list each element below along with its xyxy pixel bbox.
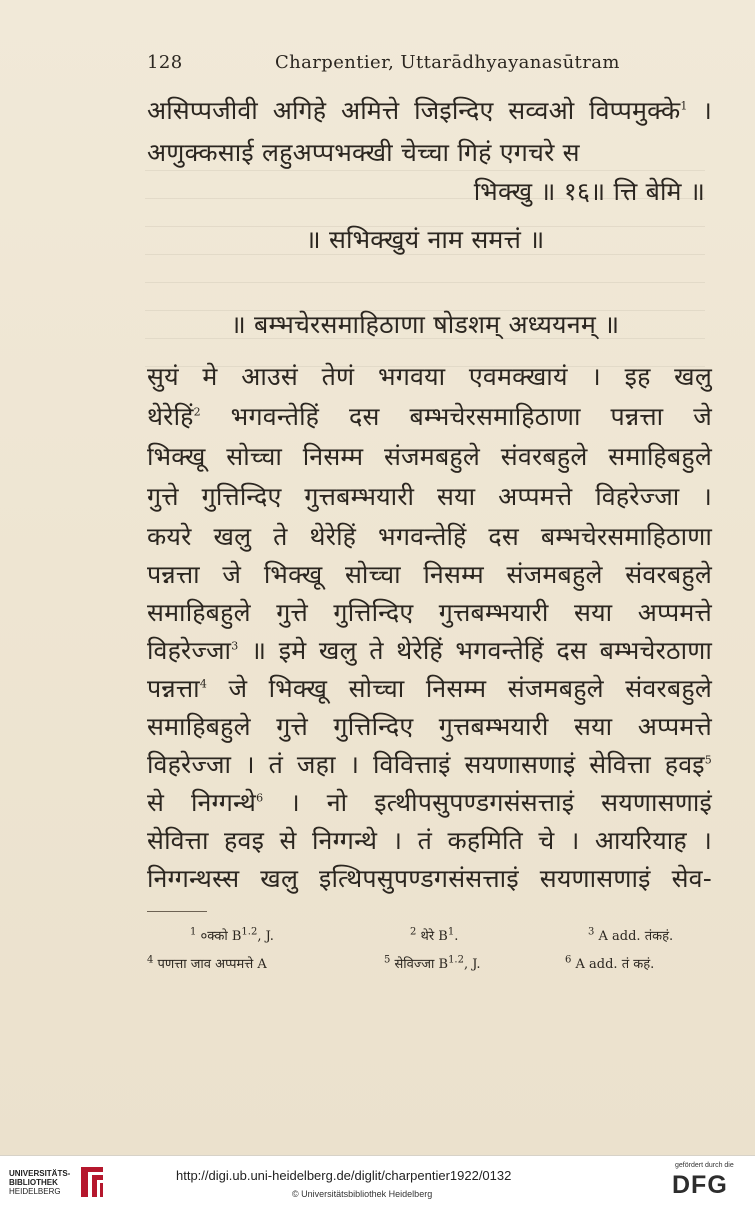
body-line: समाहिबहुले गुत्ते गुत्तिन्दिए गुत्तबम्भयारी सया अप्पमत्ते <box>147 712 712 741</box>
verse-line-2: अणुक्कसाई लहुअप्पभक्खी चेच्चा गिहं एगचरे स <box>147 138 580 167</box>
page-number: 128 <box>147 52 183 73</box>
verse-line-1: असिप्पजीवी अगिहे अमित्ते जिइन्दिए सव्वओ विप्पमुक्के$^1$ । <box>147 96 712 125</box>
footnote-ref: 6 <box>256 791 264 805</box>
footnote-4: $^4$ पणत्ता जाव अप्पमत्ते A <box>147 954 267 972</box>
body-line: सुयं मे आउसं तेणं भगवया एवमक्खायं । इह खलु <box>147 362 712 391</box>
page-header <box>147 52 707 76</box>
body-line: निग्गन्थस्स खलु इत्थिपसुपण्डगसंसत्ताइं सयणासणाइं सेव- <box>147 864 712 893</box>
body-line: थेरेहिं$^2$ भगवन्तेहिं दस बम्भचेरसमाहिठाणा पन्नत्ता जे <box>147 402 712 431</box>
body-line: विहरेज्जा । तं जहा । विवित्ताइं सयणासणाइं सेवित्ता हवइ$^5$ <box>147 750 712 779</box>
footnote-ref: 4 <box>199 677 208 691</box>
body-line: कयरे खलु ते थेरेहिं भगवन्तेहिं दस बम्भचेरसमाहिठाणा <box>147 522 712 551</box>
chapter-title: ॥ बम्भचेरसमाहिठाणा षोडशम् अध्ययनम् ॥ <box>230 310 620 339</box>
library-logo-text: UNIVERSITÄTS- BIBLIOTHEK HEIDELBERG <box>9 1169 71 1196</box>
footnote-5: $^5$ सेविज्जा $B^{1.2}$, J. <box>384 954 481 972</box>
running-title: Charpentier, Uttarādhyayanasūtram <box>275 52 620 73</box>
body-line: पन्नत्ता जे भिक्खू सोच्चा निसम्म संजमबहुले संवरबहुले <box>147 560 712 589</box>
footnote-ref: 1 <box>680 99 688 113</box>
body-line: समाहिबहुले गुत्ते गुत्तिन्दिए गुत्तबम्भयारी सया अप्पमत्ते <box>147 598 712 627</box>
body-line: सेवित्ता हवइ से निग्गन्थे । तं कहमिति चे । आयरियाह । <box>147 826 712 855</box>
body-line: से निग्गन्थे$^6$ । नो इत्थीपसुपण्डगसंसत्ताइं सयणासणाइं <box>147 788 712 817</box>
funding-label: gefördert durch die <box>675 1162 734 1169</box>
footnote-1: $^1$ ०क्को $B^{1.2}$, J. <box>190 926 274 944</box>
footnote-3: $^3$ A add. तंकहं. <box>588 926 674 944</box>
dfg-logo: DFG <box>672 1171 728 1199</box>
body-line: भिक्खू सोच्चा निसम्म संजमबहुले संवरबहुले समाहिबहुले <box>147 442 712 471</box>
permalink-url[interactable]: http://digi.ub.uni-heidelberg.de/diglit/charpentier1922/0132 <box>176 1168 512 1183</box>
footnote-6: $^6$ A add. तं कहं. <box>565 954 655 972</box>
footnote-2: $^2$ थेरे $B^1$. <box>410 926 459 944</box>
copyright-notice: © Universitätsbibliothek Heidelberg <box>292 1189 433 1199</box>
footnote-ref: 3 <box>231 639 239 653</box>
body-line: गुत्ते गुत्तिन्दिए गुत्तबम्भयारी सया अप्पमत्ते विहरेज्जा । <box>147 482 712 511</box>
body-line: विहरेज्जा$^3$ ॥ इमे खलु ते थेरेहिं भगवन्तेहिं दस बम्भचेरठाणा <box>147 636 712 665</box>
footnote-ref: 2 <box>193 405 201 419</box>
footnote-rule <box>147 911 207 912</box>
section-end-title: ॥ सभिक्खुयं नाम समत्तं ॥ <box>305 225 545 254</box>
digitization-footer <box>0 1155 755 1210</box>
body-line: पन्नत्ता$^4$ जे भिक्खू सोच्चा निसम्म संजमबहुले संवरबहुले <box>147 674 712 703</box>
verse-line-3: भिक्खु ॥ १६॥ त्ति बेमि ॥ <box>473 177 705 206</box>
library-logo-icon <box>78 1164 106 1200</box>
footnote-ref: 5 <box>704 753 712 767</box>
